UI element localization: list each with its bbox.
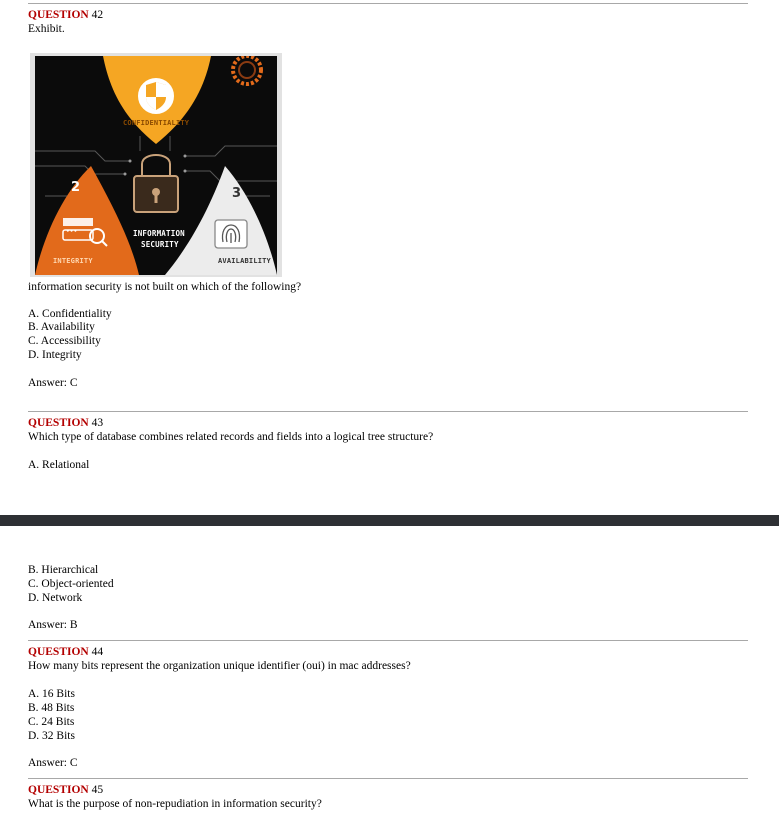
question-42-text: information security is not built on which of the following? <box>28 281 302 293</box>
availability-label: AVAILABILITY <box>218 257 271 265</box>
question-number: 42 <box>91 9 104 21</box>
rule-42-43 <box>28 411 748 412</box>
center-label-line1: INFORMATION <box>133 229 185 238</box>
shield-icon <box>137 77 175 115</box>
rule-43-44 <box>28 640 748 641</box>
password-dots: ••• <box>66 228 78 235</box>
answer-42: Answer: C <box>28 377 78 389</box>
integrity-label: INTEGRITY <box>53 257 93 265</box>
option-d: D. 32 Bits <box>28 730 75 742</box>
question-42-heading <box>28 8 103 22</box>
option-a: A. Confidentiality <box>28 308 112 320</box>
confidentiality-label: CONFIDENTIALITY <box>123 119 190 127</box>
rule-44-45 <box>28 778 748 779</box>
question-45-text: What is the purpose of non-repudiation in information security? <box>28 798 322 810</box>
question-number: 44 <box>91 646 104 658</box>
question-43-text: Which type of database combines related records and fields into a logical tree structure? <box>28 431 434 443</box>
question-44-text: How many bits represent the organization unique identifier (oui) in mac addresses? <box>28 660 411 672</box>
question-45-heading <box>28 783 103 797</box>
option-a: A. 16 Bits <box>28 688 75 700</box>
question-number: 43 <box>91 417 104 429</box>
option-c: C. Object-oriented <box>28 578 114 590</box>
option-c: C. 24 Bits <box>28 716 75 728</box>
exhibit-image <box>30 53 282 277</box>
question-label: QUESTION <box>28 646 89 658</box>
option-d: D. Network <box>28 592 83 604</box>
option-b: B. Hierarchical <box>28 564 99 576</box>
password-text: PASSWORD <box>64 214 85 219</box>
answer-44: Answer: C <box>28 757 78 769</box>
option-c: C. Accessibility <box>28 335 101 347</box>
option-b: B. 48 Bits <box>28 702 75 714</box>
question-43-heading <box>28 416 103 430</box>
option-b: B. Availability <box>28 321 95 333</box>
integrity-number: 2 <box>71 180 81 195</box>
answer-43: Answer: B <box>28 619 78 631</box>
question-label: QUESTION <box>28 784 89 796</box>
availability-number: 3 <box>232 186 242 201</box>
option-d: D. Integrity <box>28 349 82 361</box>
top-rule <box>28 3 748 4</box>
page-break-bar <box>0 515 779 526</box>
question-label: QUESTION <box>28 417 89 429</box>
fingerprint-icon <box>215 220 247 248</box>
center-label-line2: SECURITY <box>141 240 179 249</box>
question-label: QUESTION <box>28 9 89 21</box>
option-a: A. Relational <box>28 459 90 471</box>
question-number: 45 <box>91 784 104 796</box>
exhibit-graphic <box>35 56 277 275</box>
lock-icon <box>134 155 178 212</box>
question-44-heading <box>28 645 103 659</box>
exhibit-label: Exhibit. <box>28 23 65 35</box>
